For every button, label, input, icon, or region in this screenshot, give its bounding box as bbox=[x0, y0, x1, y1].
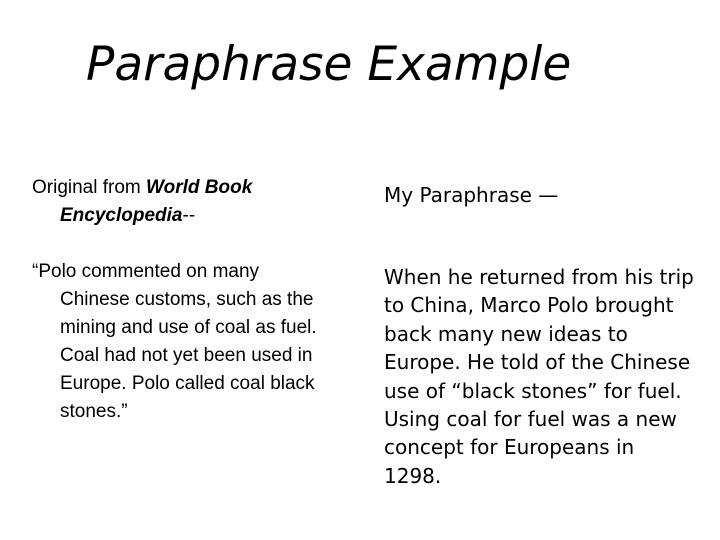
original-column bbox=[32, 174, 332, 426]
paraphrase-column bbox=[384, 181, 694, 490]
source-title: World Book Encyclopedia bbox=[60, 177, 253, 226]
original-heading-suffix: -- bbox=[182, 205, 196, 226]
original-heading-prefix: Original from bbox=[32, 177, 147, 198]
slide-title: Paraphrase Example bbox=[86, 37, 572, 92]
paraphrase-text: When he returned from his trip to China, Marco Polo brought back many new ideas to Europe. He told of the Chinese use of “black stones” for fuel. Using coal for fuel was a new concept for Europeans in 1298. bbox=[384, 265, 694, 488]
original-quote: “Polo commented on many Chinese customs, such as the mining and use of coal as fuel. Coal had not yet been used in Europe. Polo called coal black stones.” bbox=[32, 261, 317, 422]
paraphrase-heading: My Paraphrase — bbox=[384, 183, 559, 207]
original-heading bbox=[32, 174, 332, 230]
